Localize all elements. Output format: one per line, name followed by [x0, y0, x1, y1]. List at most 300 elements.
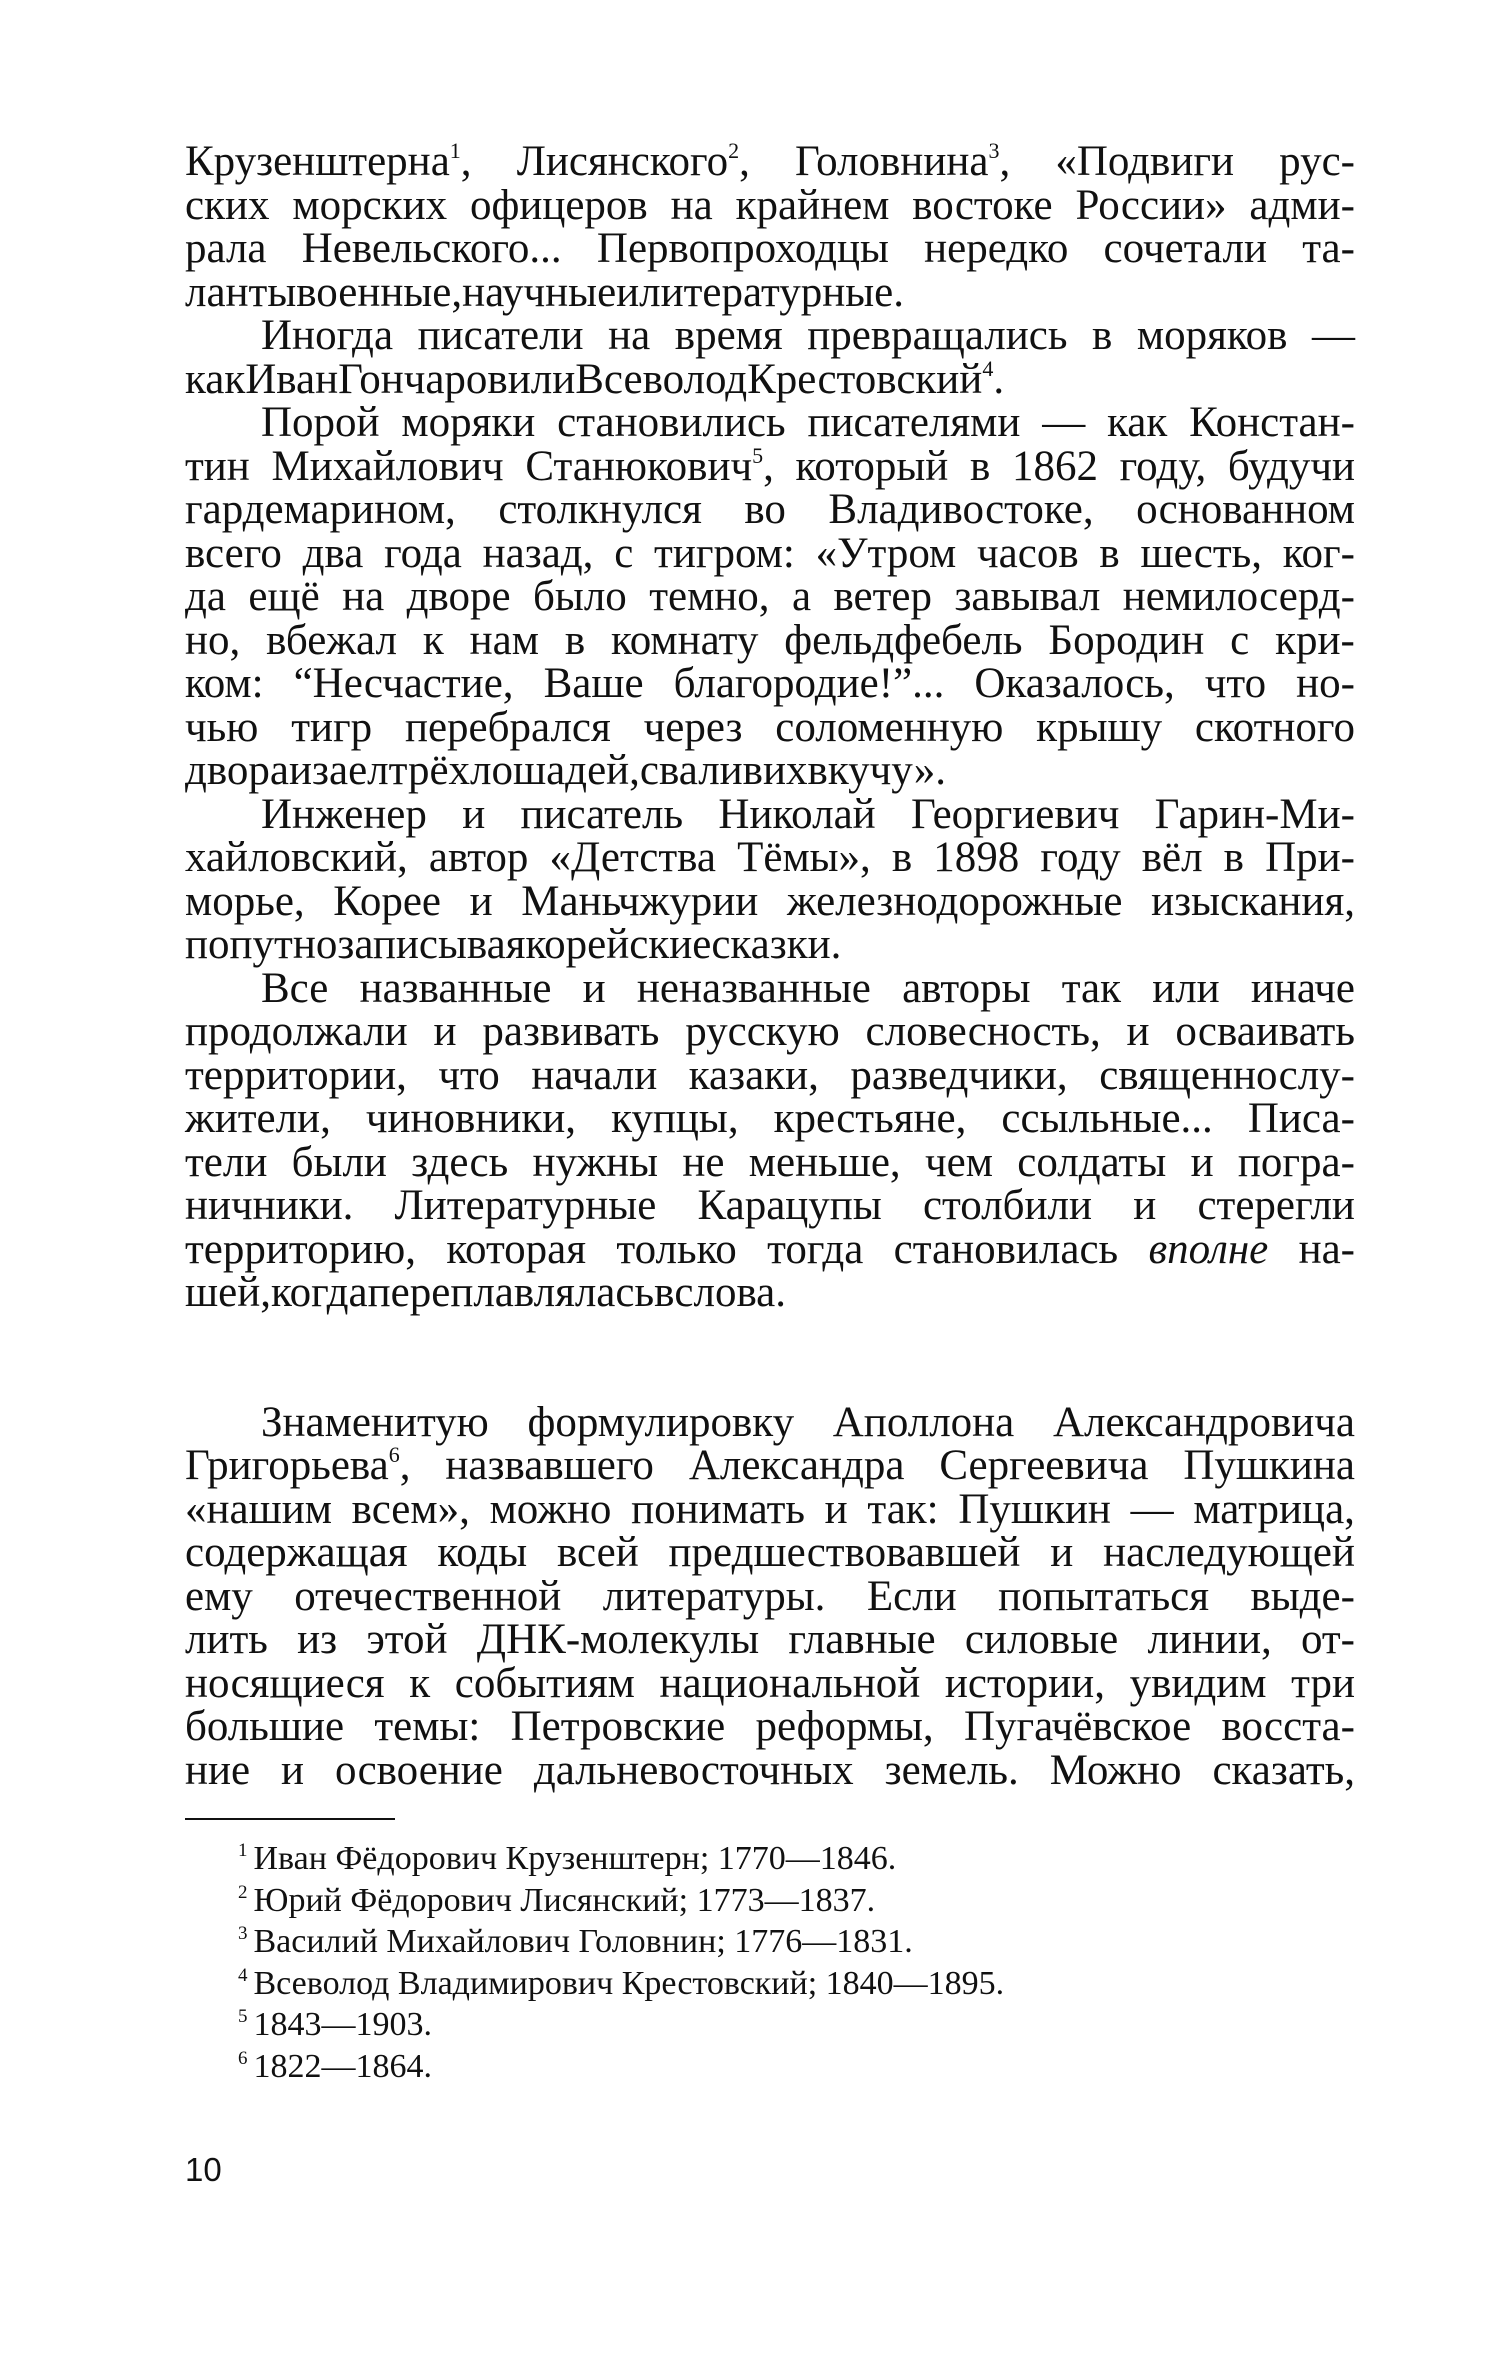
word: Знаменитую: [261, 1398, 489, 1446]
footnote-text: Юрий Фёдорович Лисянский; 1773—1837.: [253, 1881, 876, 1919]
word: как: [185, 355, 246, 403]
paragraph: [185, 401, 1355, 793]
word: в: [1099, 529, 1120, 577]
footnote-mark: 5: [238, 2006, 248, 2027]
word: и: [1126, 1008, 1150, 1055]
word: шесть,: [1140, 529, 1262, 577]
word: слова.: [674, 1269, 787, 1316]
word: и: [616, 268, 640, 316]
text-line: [185, 616, 1355, 664]
paragraph: [185, 314, 1355, 401]
text-line: [185, 1271, 1355, 1315]
word: формулировку: [527, 1398, 795, 1446]
word: двора: [185, 747, 289, 794]
word: столбили: [922, 1182, 1092, 1229]
word: а: [791, 573, 812, 620]
text-line: [185, 1184, 1355, 1228]
text-line: [185, 268, 1355, 316]
word: Иван: [245, 355, 339, 403]
word: Пушкина: [1183, 1442, 1355, 1489]
word: словесность,: [865, 1008, 1101, 1055]
word: в: [969, 442, 991, 490]
word: тогда: [767, 1225, 864, 1273]
word: развивать: [482, 1008, 660, 1055]
word: перебрался: [404, 703, 611, 751]
text-line: [185, 227, 1355, 271]
word: и: [1133, 1182, 1157, 1229]
word: с: [614, 529, 634, 577]
word: два: [302, 529, 364, 577]
word: «Подвиги: [1055, 138, 1234, 185]
word: всего: [185, 529, 282, 577]
section-break: [185, 1315, 1355, 1401]
word: записывая: [337, 921, 526, 968]
word: ДНК-молекулы: [476, 1616, 760, 1663]
word: [1148, 1225, 1269, 1273]
word: трёх: [388, 747, 471, 794]
word: казаки,: [688, 1051, 819, 1099]
word: заел: [312, 747, 389, 794]
word: солдаты: [1017, 1138, 1167, 1186]
word: 1898: [933, 834, 1020, 881]
page-number: 10: [185, 2151, 222, 2188]
word: морье,: [185, 877, 305, 925]
text-line: [185, 1659, 1355, 1707]
word: офицеров: [469, 181, 648, 229]
word: автор: [428, 834, 529, 881]
word: так:: [867, 1485, 939, 1533]
word: содержащая: [185, 1529, 408, 1576]
text-line: [185, 836, 1355, 880]
text-line: [185, 575, 1355, 619]
word: так: [1061, 964, 1121, 1012]
word: что: [438, 1051, 500, 1099]
word: русскую: [685, 1008, 840, 1055]
word: но-: [1296, 660, 1355, 707]
word: на: [670, 181, 713, 229]
word: году: [1040, 834, 1121, 881]
word: нам: [469, 616, 539, 664]
text-line: [185, 1444, 1355, 1488]
word: фельдфебель: [784, 616, 1023, 664]
word: Литературные: [394, 1182, 657, 1229]
word: темы:: [374, 1703, 481, 1750]
word: чью: [185, 703, 259, 751]
word: Пушкин: [958, 1485, 1111, 1533]
text-line: [185, 1225, 1355, 1273]
word: Станюкович$^5$,: [525, 442, 774, 490]
word: разведчики,: [850, 1051, 1068, 1099]
word: «Утром: [815, 529, 957, 577]
emphasis: вполне: [1148, 1225, 1269, 1273]
word: ских: [185, 181, 270, 229]
word: научные: [462, 268, 617, 316]
word: Оказалось,: [974, 660, 1175, 707]
word: Петровские: [510, 1703, 726, 1750]
word: к: [409, 1659, 431, 1707]
word: Ваше: [543, 660, 644, 707]
word: вёл: [1141, 834, 1203, 881]
word: становилась: [893, 1225, 1119, 1273]
text-line: [185, 1097, 1355, 1141]
word: Порой: [261, 399, 380, 446]
word: моряков: [1136, 312, 1288, 359]
word: из: [297, 1616, 338, 1663]
word: или: [1152, 964, 1220, 1012]
text-line: [185, 1485, 1355, 1533]
word: сказки.: [711, 921, 842, 968]
footnote: [238, 2046, 1355, 2088]
word: увидим: [1129, 1659, 1267, 1707]
word: кри-: [1275, 616, 1355, 664]
word: на: [608, 312, 651, 359]
word: меньше,: [748, 1138, 901, 1186]
word: завывал: [954, 573, 1101, 620]
word: и: [1190, 1138, 1214, 1186]
word: реформы,: [755, 1703, 934, 1750]
word: стерегли: [1197, 1182, 1355, 1229]
word: —: [1311, 312, 1355, 359]
footnote: [238, 1880, 1355, 1922]
footnote-mark: 4: [238, 1964, 248, 1986]
text-line: [185, 703, 1355, 751]
word: Аполлона: [832, 1398, 1015, 1446]
text-line: [185, 749, 1355, 793]
word: не: [682, 1138, 725, 1186]
word: погра-: [1237, 1138, 1355, 1186]
word: от-: [1300, 1616, 1355, 1663]
word: Инженер: [261, 790, 427, 838]
word: начали: [531, 1051, 658, 1099]
word: что: [1204, 660, 1267, 707]
word: писатели: [417, 312, 584, 359]
word: в: [1223, 834, 1244, 881]
word: ничники.: [185, 1182, 354, 1229]
word: немилосерд-: [1122, 573, 1355, 620]
word: в: [1092, 312, 1113, 359]
text-line: [185, 488, 1355, 532]
word: рала: [185, 225, 267, 272]
word: ещё: [248, 573, 320, 620]
word: национальной: [659, 1659, 921, 1707]
word: основанном: [1136, 486, 1355, 533]
word: —: [1130, 1485, 1174, 1533]
word: были: [291, 1138, 387, 1186]
word: продолжали: [185, 1008, 408, 1055]
text-line: [185, 1705, 1355, 1749]
word: и: [1050, 1529, 1074, 1576]
word: попутно: [185, 921, 338, 968]
word: чем: [924, 1138, 993, 1186]
footnote-mark: 2: [238, 1881, 248, 1903]
footnote-ref: 1: [449, 138, 461, 163]
word: названные: [359, 964, 552, 1012]
word: на-: [1298, 1225, 1355, 1273]
text-line: [185, 1531, 1355, 1575]
word: через: [643, 703, 743, 751]
word: Гарин-Ми-: [1154, 790, 1355, 838]
word: когда: [270, 1269, 368, 1316]
word: купцы,: [611, 1095, 739, 1142]
word: скотного: [1194, 703, 1355, 751]
word: этой: [366, 1616, 448, 1663]
word: их: [762, 747, 808, 794]
word: Сергеевича: [939, 1442, 1149, 1489]
word: та-: [1302, 225, 1355, 272]
word: дальневосточных: [533, 1746, 854, 1794]
word: Невельского...: [301, 225, 562, 272]
word: крайнем: [735, 181, 890, 229]
word: три: [1291, 1659, 1355, 1707]
footnote-text: Василий Михайлович Головнин; 1776—1831.: [253, 1923, 913, 1960]
word: тигром:: [654, 529, 795, 577]
word: корейские: [525, 921, 712, 968]
word: во: [744, 486, 786, 533]
word: ссыльные...: [1001, 1095, 1213, 1142]
word: Александровича: [1052, 1398, 1355, 1446]
word: который: [795, 442, 949, 490]
word: как: [1107, 399, 1168, 446]
word: и: [288, 747, 312, 794]
word: было: [533, 573, 627, 620]
word: и: [433, 1008, 457, 1055]
word: Головнина$^3$,: [795, 138, 1011, 185]
word: выде-: [1250, 1572, 1355, 1620]
word: территорию,: [185, 1225, 416, 1273]
word: Все: [261, 964, 329, 1012]
word: тин: [185, 442, 250, 490]
text-line: [185, 314, 1355, 358]
paragraph: [185, 790, 1355, 968]
text-line: [185, 401, 1355, 445]
word: Первопроходцы: [596, 225, 889, 272]
word: —: [1042, 399, 1086, 446]
word: шей,: [185, 1269, 271, 1316]
word: России»: [1075, 181, 1227, 229]
word: кучу».: [827, 747, 947, 794]
word: ему: [185, 1572, 253, 1620]
text-line: [185, 529, 1355, 577]
word: или: [507, 355, 576, 403]
word: и: [582, 964, 606, 1012]
word: изыскания,: [1151, 877, 1355, 925]
text-line: [185, 442, 1355, 490]
word: военные,: [296, 268, 463, 316]
text-line: [185, 1051, 1355, 1099]
word: и: [462, 790, 486, 838]
word: 1862: [1011, 442, 1098, 490]
paragraph: [185, 140, 1355, 314]
word: Крузенштерна$^1$,: [185, 138, 472, 185]
word: рус-: [1279, 138, 1355, 185]
word: востоке: [912, 181, 1053, 229]
word: неназванные: [636, 964, 871, 1012]
word: Корее: [333, 877, 442, 925]
word: столкнулся: [498, 486, 702, 533]
word: Александра: [688, 1442, 905, 1489]
word: гардемарином,: [185, 486, 456, 533]
word: писатель: [520, 790, 684, 838]
footnote: [238, 1921, 1355, 1963]
word: предшествовавшей: [668, 1529, 1021, 1576]
word: ние: [185, 1746, 251, 1794]
word: матрица,: [1193, 1485, 1355, 1533]
word: благородие!”...: [673, 660, 945, 707]
word: только: [616, 1225, 737, 1273]
word: комнату: [611, 616, 759, 664]
word: переплавлялась: [367, 1269, 655, 1316]
text-line: [185, 662, 1355, 706]
footnote-rule: [185, 1818, 395, 1820]
footnote-text: Иван Фёдорович Крузенштерн; 1770—1846.: [253, 1840, 897, 1877]
word: Иногда: [261, 312, 394, 359]
word: будучи: [1227, 442, 1355, 490]
word: нужны: [532, 1138, 659, 1186]
word: всем»,: [351, 1485, 470, 1533]
word: иначе: [1250, 964, 1355, 1012]
footnote: [238, 1963, 1355, 2005]
word: Владивостоке,: [828, 486, 1094, 533]
footnotes: [185, 1838, 1355, 2087]
footnote: [238, 2004, 1355, 2046]
word: можно: [489, 1485, 612, 1533]
word: нередко: [924, 225, 1069, 272]
word: главные: [788, 1616, 936, 1663]
word: Гончаров: [338, 355, 508, 403]
footnote-mark: 3: [238, 1923, 248, 1944]
paragraph: [185, 1398, 1355, 1794]
word: дворе: [406, 573, 511, 620]
word: и: [469, 877, 493, 925]
word: всей: [556, 1529, 639, 1576]
word: Михайлович: [271, 442, 504, 490]
word: Констан-: [1189, 399, 1355, 446]
word: попытаться: [998, 1572, 1210, 1620]
word: литературные.: [639, 268, 904, 316]
word: адми-: [1249, 181, 1355, 229]
footnote: [238, 1838, 1355, 1880]
text-line: [185, 1746, 1355, 1794]
word: вбежал: [266, 616, 397, 664]
word: писателями: [807, 399, 1021, 446]
word: но,: [185, 616, 241, 664]
text-line: [185, 140, 1355, 184]
footnote-ref: 3: [988, 138, 1000, 163]
word: линии,: [1147, 1616, 1272, 1663]
word: ветер: [833, 573, 933, 620]
text-line: [185, 1138, 1355, 1186]
word: крестьяне,: [773, 1095, 967, 1142]
word: Григорьева$^6$,: [185, 1442, 411, 1489]
footnote-mark: 1: [238, 1840, 248, 1861]
word: с: [1230, 616, 1250, 664]
footnote-ref: 6: [388, 1442, 400, 1467]
word: которая: [446, 1225, 587, 1273]
word: года: [384, 529, 462, 577]
word: восста-: [1221, 1703, 1355, 1750]
main-text: [185, 140, 1355, 1792]
text-line: [185, 1398, 1355, 1446]
word: “Несчастие,: [293, 660, 514, 707]
word: «Детства: [549, 834, 716, 881]
word: часов: [977, 529, 1079, 577]
word: наследующей: [1103, 1529, 1355, 1576]
word: лошадей,: [470, 747, 640, 794]
word: Лисянского$^2$,: [516, 138, 750, 185]
text-line: [185, 923, 1355, 967]
word: свалив: [639, 747, 763, 794]
word: Тёмы»,: [737, 834, 871, 881]
text-line: [185, 355, 1355, 403]
word: ког-: [1282, 529, 1355, 577]
word: ланты: [185, 268, 297, 316]
word: и: [824, 1485, 848, 1533]
footnote-ref: 5: [752, 442, 764, 468]
text-line: [185, 1572, 1355, 1620]
text-line: [185, 1618, 1355, 1662]
word: тигр: [291, 703, 373, 751]
word: назвавшего: [445, 1442, 654, 1489]
word: лить: [185, 1616, 268, 1663]
word: Если: [866, 1572, 957, 1620]
word: крышу: [1036, 703, 1163, 751]
word: чиновники,: [365, 1095, 577, 1142]
word: темно,: [649, 573, 770, 620]
footnote-text: 1822—1864.: [253, 2047, 432, 2085]
word: силовые: [964, 1616, 1119, 1663]
word: в: [807, 747, 828, 794]
word: хайловский,: [185, 834, 408, 881]
word: Георгиевич: [910, 790, 1120, 838]
word: на: [342, 573, 385, 620]
text-line: [185, 790, 1355, 838]
word: сочетали: [1103, 225, 1267, 272]
word: территории,: [185, 1051, 407, 1099]
text-line: [185, 1010, 1355, 1054]
word: моряки: [401, 399, 536, 446]
word: Карацупы: [697, 1182, 882, 1229]
word: сказать,: [1212, 1746, 1355, 1794]
word: понимать: [631, 1485, 805, 1533]
word: «нашим: [185, 1485, 332, 1533]
footnote-mark: 6: [238, 2047, 248, 2069]
word: Маньчжурии: [521, 877, 759, 925]
word: священнослу-: [1099, 1051, 1355, 1099]
word: осваивать: [1175, 1008, 1355, 1055]
word: Пугачёвское: [963, 1703, 1192, 1750]
word: время: [674, 312, 783, 359]
word: превращались: [807, 312, 1068, 359]
word: авторы: [902, 964, 1031, 1012]
word: освоение: [335, 1746, 503, 1794]
word: назад,: [482, 529, 594, 577]
paragraph: [185, 964, 1355, 1316]
word: Писа-: [1247, 1095, 1355, 1142]
word: коды: [437, 1529, 528, 1576]
word: отечественной: [294, 1572, 562, 1620]
word: Бородин: [1048, 616, 1205, 664]
word: здесь: [411, 1138, 509, 1186]
footnote-ref: 2: [728, 138, 740, 163]
text-line: [185, 877, 1355, 925]
word: соломенную: [775, 703, 1004, 751]
word: Крестовский$^4$.: [747, 355, 1005, 403]
word: жители,: [185, 1095, 331, 1142]
word: большие: [185, 1703, 345, 1750]
word: в: [564, 616, 586, 664]
text-line: [185, 181, 1355, 229]
word: в: [891, 834, 913, 881]
